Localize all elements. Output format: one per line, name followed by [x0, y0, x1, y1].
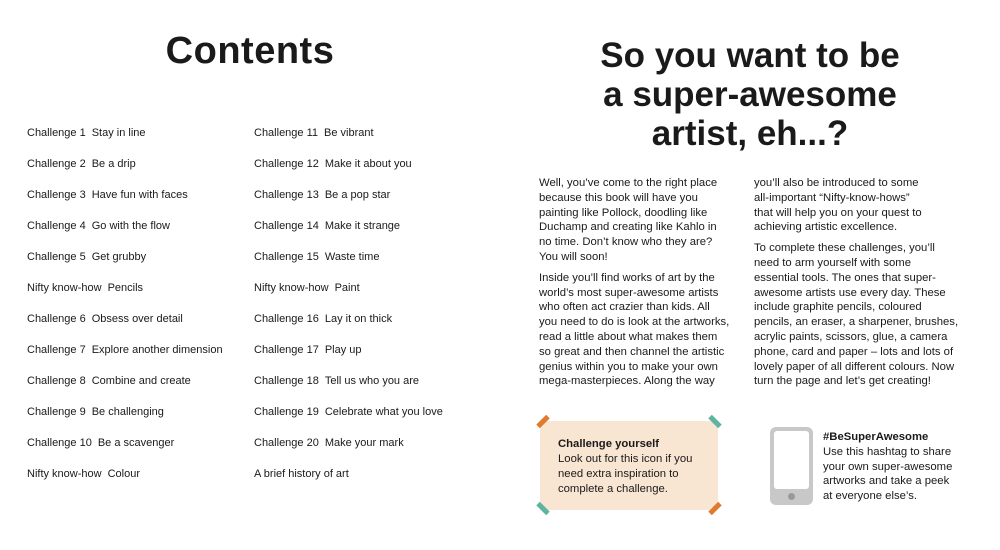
text-line: Well, you’ve come to the right place	[539, 177, 718, 189]
contents-item-number: Challenge 8	[27, 375, 86, 387]
text-line: lovely paper of all different colours. Now	[754, 360, 955, 373]
hashtag-text-line: artworks and take a peek	[823, 475, 950, 488]
hashtag-text-line: Use this hashtag to share	[823, 445, 952, 458]
contents-item-title: Make it strange	[324, 220, 401, 232]
hashtag-title: #BeSuperAwesome	[823, 431, 929, 443]
text-line: turn the page and let’s get creating!	[754, 375, 931, 388]
contents-item-number: Challenge 17	[254, 344, 319, 356]
card-text-line: need extra inspiration to	[558, 468, 679, 480]
contents-item-title: Pencils	[107, 282, 144, 294]
text-line: achieving artistic excellence.	[754, 221, 898, 234]
heading-line: So you want to be	[600, 36, 900, 75]
text-line: no time. Don’t know who they are?	[539, 236, 713, 249]
contents-item-number: Challenge 7	[27, 344, 86, 356]
contents-item-number: Challenge 14	[254, 220, 319, 232]
contents-item-title: Be a pop star	[324, 189, 391, 201]
tape-decoration	[536, 502, 549, 515]
contents-item-title: Celebrate what you love	[324, 406, 443, 418]
text-line: Duchamp and creating like Kahlo in	[539, 221, 717, 234]
contents-item-number: Nifty know-how	[27, 468, 102, 480]
heading-line: a super-awesome	[603, 75, 897, 114]
card-text-line: Look out for this icon if you	[558, 453, 693, 465]
tape-decoration	[708, 502, 721, 515]
contents-item	[27, 218, 223, 249]
contents-item	[254, 187, 443, 218]
contents-item	[27, 373, 223, 404]
text-line: You will soon!	[539, 250, 608, 263]
contents-item	[27, 156, 223, 187]
card-title: Challenge yourself	[558, 438, 660, 450]
contents-item-number: Challenge 5	[27, 251, 86, 263]
text-line: acrylic paints, scissors, glue, a camera	[754, 330, 948, 343]
contents-item-title: Get grubby	[91, 251, 147, 263]
text-line: Inside you’ll find works of art by the	[539, 271, 715, 284]
contents-item-title: Lay it on thick	[324, 313, 393, 325]
contents-item-number: Challenge 18	[254, 375, 319, 387]
contents-item-number: Nifty know-how	[27, 282, 102, 294]
contents-item	[27, 125, 223, 156]
paragraph	[539, 271, 729, 389]
paragraph	[539, 176, 729, 265]
contents-item-number: Challenge 9	[27, 406, 86, 418]
text-line: To complete these challenges, you’ll	[754, 242, 935, 255]
contents-item-title: Tell us who you are	[324, 375, 420, 387]
text-line: read a little about what makes them	[539, 330, 718, 343]
heading-line: artist, eh...?	[651, 114, 849, 153]
contents-list-left	[27, 125, 223, 497]
contents-item-number: Challenge 13	[254, 189, 319, 201]
contents-item	[254, 125, 443, 156]
contents-item	[27, 435, 223, 466]
hashtag-note	[823, 430, 952, 504]
contents-item	[27, 311, 223, 342]
contents-item-title: Make it about you	[324, 158, 412, 170]
contents-item-title: Stay in line	[91, 127, 146, 139]
contents-title: Contents	[165, 30, 335, 72]
contents-item	[254, 404, 443, 435]
contents-item-title: Explore another dimension	[91, 344, 223, 356]
text-line: phone, card and paper – lots and lots of	[754, 345, 954, 358]
text-line: so great and then channel the artistic	[539, 345, 725, 358]
contents-item-title: Paint	[334, 282, 360, 294]
contents-item-number: Challenge 12	[254, 158, 319, 170]
contents-item-title: Be vibrant	[324, 127, 374, 139]
contents-item-title: Be a drip	[91, 158, 136, 170]
contents-item	[254, 218, 443, 249]
contents-item-number: Nifty know-how	[254, 282, 329, 294]
text-line: include graphite pencils, coloured	[754, 301, 922, 314]
contents-item-number: Challenge 6	[27, 313, 86, 325]
contents-item-title: Waste time	[324, 251, 380, 263]
text-line: painting like Pollock, doodling like	[539, 206, 708, 219]
contents-item	[27, 404, 223, 435]
intro-column-2	[754, 176, 958, 395]
contents-item-title: Colour	[107, 468, 140, 480]
contents-item	[254, 466, 443, 497]
phone-icon	[770, 427, 813, 505]
contents-item	[27, 280, 223, 311]
contents-item-number: Challenge 19	[254, 406, 319, 418]
contents-item	[27, 342, 223, 373]
contents-item	[254, 249, 443, 280]
contents-item-title: Have fun with faces	[91, 189, 188, 201]
contents-item	[27, 187, 223, 218]
paragraph	[754, 176, 958, 235]
page-heading	[520, 36, 980, 153]
contents-item-title: Be challenging	[91, 406, 164, 418]
contents-item-number: Challenge 2	[27, 158, 86, 170]
text-line: you’ll also be introduced to some	[754, 177, 919, 189]
hashtag-text-line: at everyone else’s.	[823, 490, 917, 503]
challenge-yourself-card	[540, 421, 718, 510]
contents-item-number: Challenge 20	[254, 437, 319, 449]
text-line: awesome artists use every day. These	[754, 286, 946, 299]
contents-item-title: Go with the flow	[91, 220, 170, 232]
contents-item-title: Play up	[324, 344, 362, 356]
contents-item-number: A brief history of art	[254, 468, 349, 480]
text-line: world’s most super-awesome artists	[539, 286, 719, 299]
paragraph	[754, 241, 958, 389]
contents-item-number: Challenge 11	[254, 127, 319, 139]
contents-item	[254, 156, 443, 187]
contents-item	[254, 435, 443, 466]
contents-item-number: Challenge 3	[27, 189, 86, 201]
contents-item	[254, 311, 443, 342]
contents-item	[254, 373, 443, 404]
tape-decoration	[536, 415, 549, 428]
text-line: mega-masterpieces. Along the way	[539, 375, 715, 388]
contents-item-title: Make your mark	[324, 437, 404, 449]
text-line: who often act crazier than kids. All	[539, 301, 710, 314]
text-line: because this book will have you	[539, 191, 698, 204]
contents-item	[254, 342, 443, 373]
contents-item	[254, 280, 443, 311]
contents-item-number: Challenge 1	[27, 127, 86, 139]
card-text-line: complete a challenge.	[558, 483, 668, 495]
text-line: essential tools. The ones that super-	[754, 271, 936, 284]
contents-item-number: Challenge 4	[27, 220, 86, 232]
hashtag-text-line: your own super-awesome	[823, 460, 953, 473]
text-line: pencils, an eraser, a sharpener, brushes,	[754, 316, 959, 329]
contents-item-number: Challenge 10	[27, 437, 92, 449]
contents-item-title: Combine and create	[91, 375, 191, 387]
contents-item-number: Challenge 15	[254, 251, 319, 263]
contents-list-right	[254, 125, 443, 497]
intro-column-1	[539, 176, 729, 395]
contents-item-number: Challenge 16	[254, 313, 319, 325]
text-line: that will help you on your quest to	[754, 206, 922, 219]
contents-item-title: Be a scavenger	[97, 437, 175, 449]
text-line: genius within you to make your own	[539, 360, 718, 373]
contents-item	[27, 249, 223, 280]
text-line: need to arm yourself with some	[754, 256, 911, 269]
text-line: you need to do is look at the artworks,	[539, 316, 730, 329]
text-line: all-important “Nifty-know-hows”	[754, 191, 910, 204]
contents-item	[27, 466, 223, 497]
tape-decoration	[708, 415, 721, 428]
contents-item-title: Obsess over detail	[91, 313, 183, 325]
